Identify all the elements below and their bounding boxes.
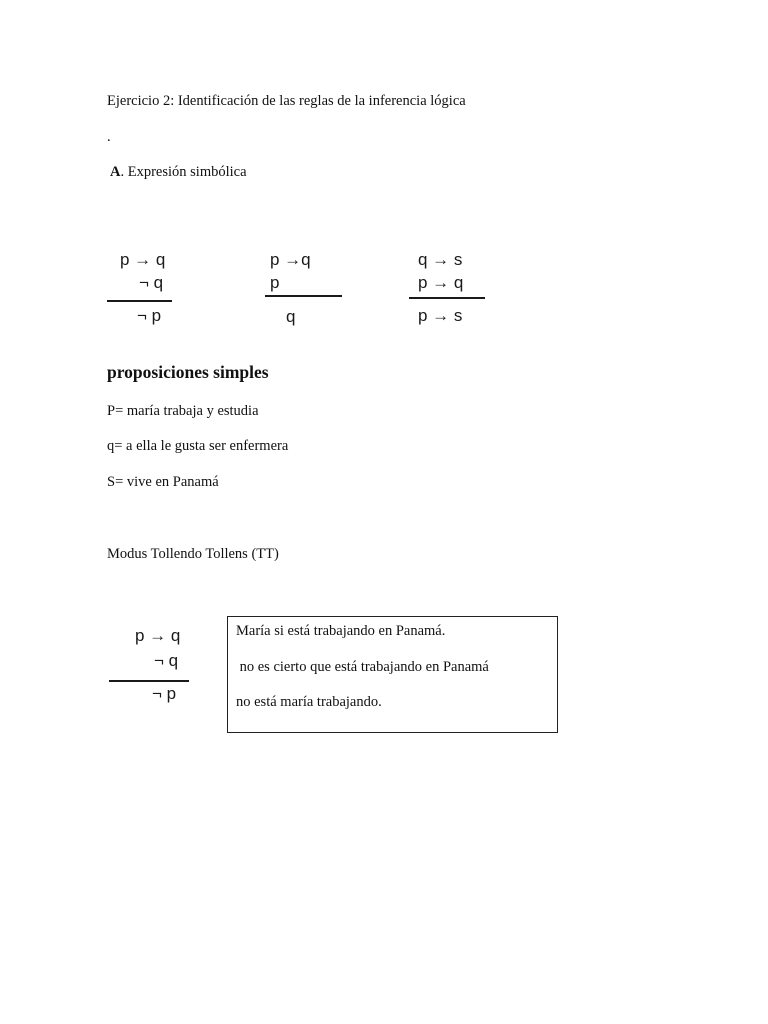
stray-dot: . — [107, 129, 111, 145]
proposition-q: q= a ella le gusta ser enfermera — [107, 438, 289, 454]
section-a-letter: A — [110, 164, 121, 180]
rule3-premise-2: p → q — [418, 273, 464, 292]
rule1-premise-2: ¬ q — [139, 273, 164, 292]
rule3-premise-1: q → s — [418, 250, 463, 269]
rule2-premise-1: p →q — [270, 250, 311, 269]
rule2-inference-line — [265, 295, 342, 297]
tt-premise-1: p → q — [135, 626, 181, 645]
tt-example-line-1: María si está trabajando en Panamá. — [236, 623, 446, 639]
rule1-inference-line — [107, 300, 172, 302]
section-a-label: . Expresión simbólica — [120, 164, 247, 180]
rule2-premise-2: p — [270, 273, 280, 292]
rule2-conclusion: q — [286, 307, 296, 326]
tt-inference-line — [109, 680, 189, 682]
propositions-heading: proposiciones simples — [107, 362, 269, 382]
rule3-inference-line — [409, 297, 485, 299]
proposition-p: P= maría trabaja y estudia — [107, 403, 259, 419]
tt-example-line-3: no está maría trabajando. — [236, 694, 382, 710]
tt-premise-2: ¬ q — [154, 651, 179, 670]
tt-conclusion: ¬ p — [152, 684, 177, 703]
tt-example-line-2: no es cierto que está trabajando en Panamá — [236, 659, 489, 675]
proposition-s: S= vive en Panamá — [107, 474, 219, 490]
tt-title: Modus Tollendo Tollens (TT) — [107, 546, 279, 562]
section-a-heading — [110, 163, 247, 181]
exercise-title: Ejercicio 2: Identificación de las reglas de la inferencia lógica — [107, 93, 466, 109]
rule1-conclusion: ¬ p — [137, 306, 162, 325]
rule1-premise-1: p → q — [120, 250, 166, 269]
rule3-conclusion: p → s — [418, 306, 463, 325]
